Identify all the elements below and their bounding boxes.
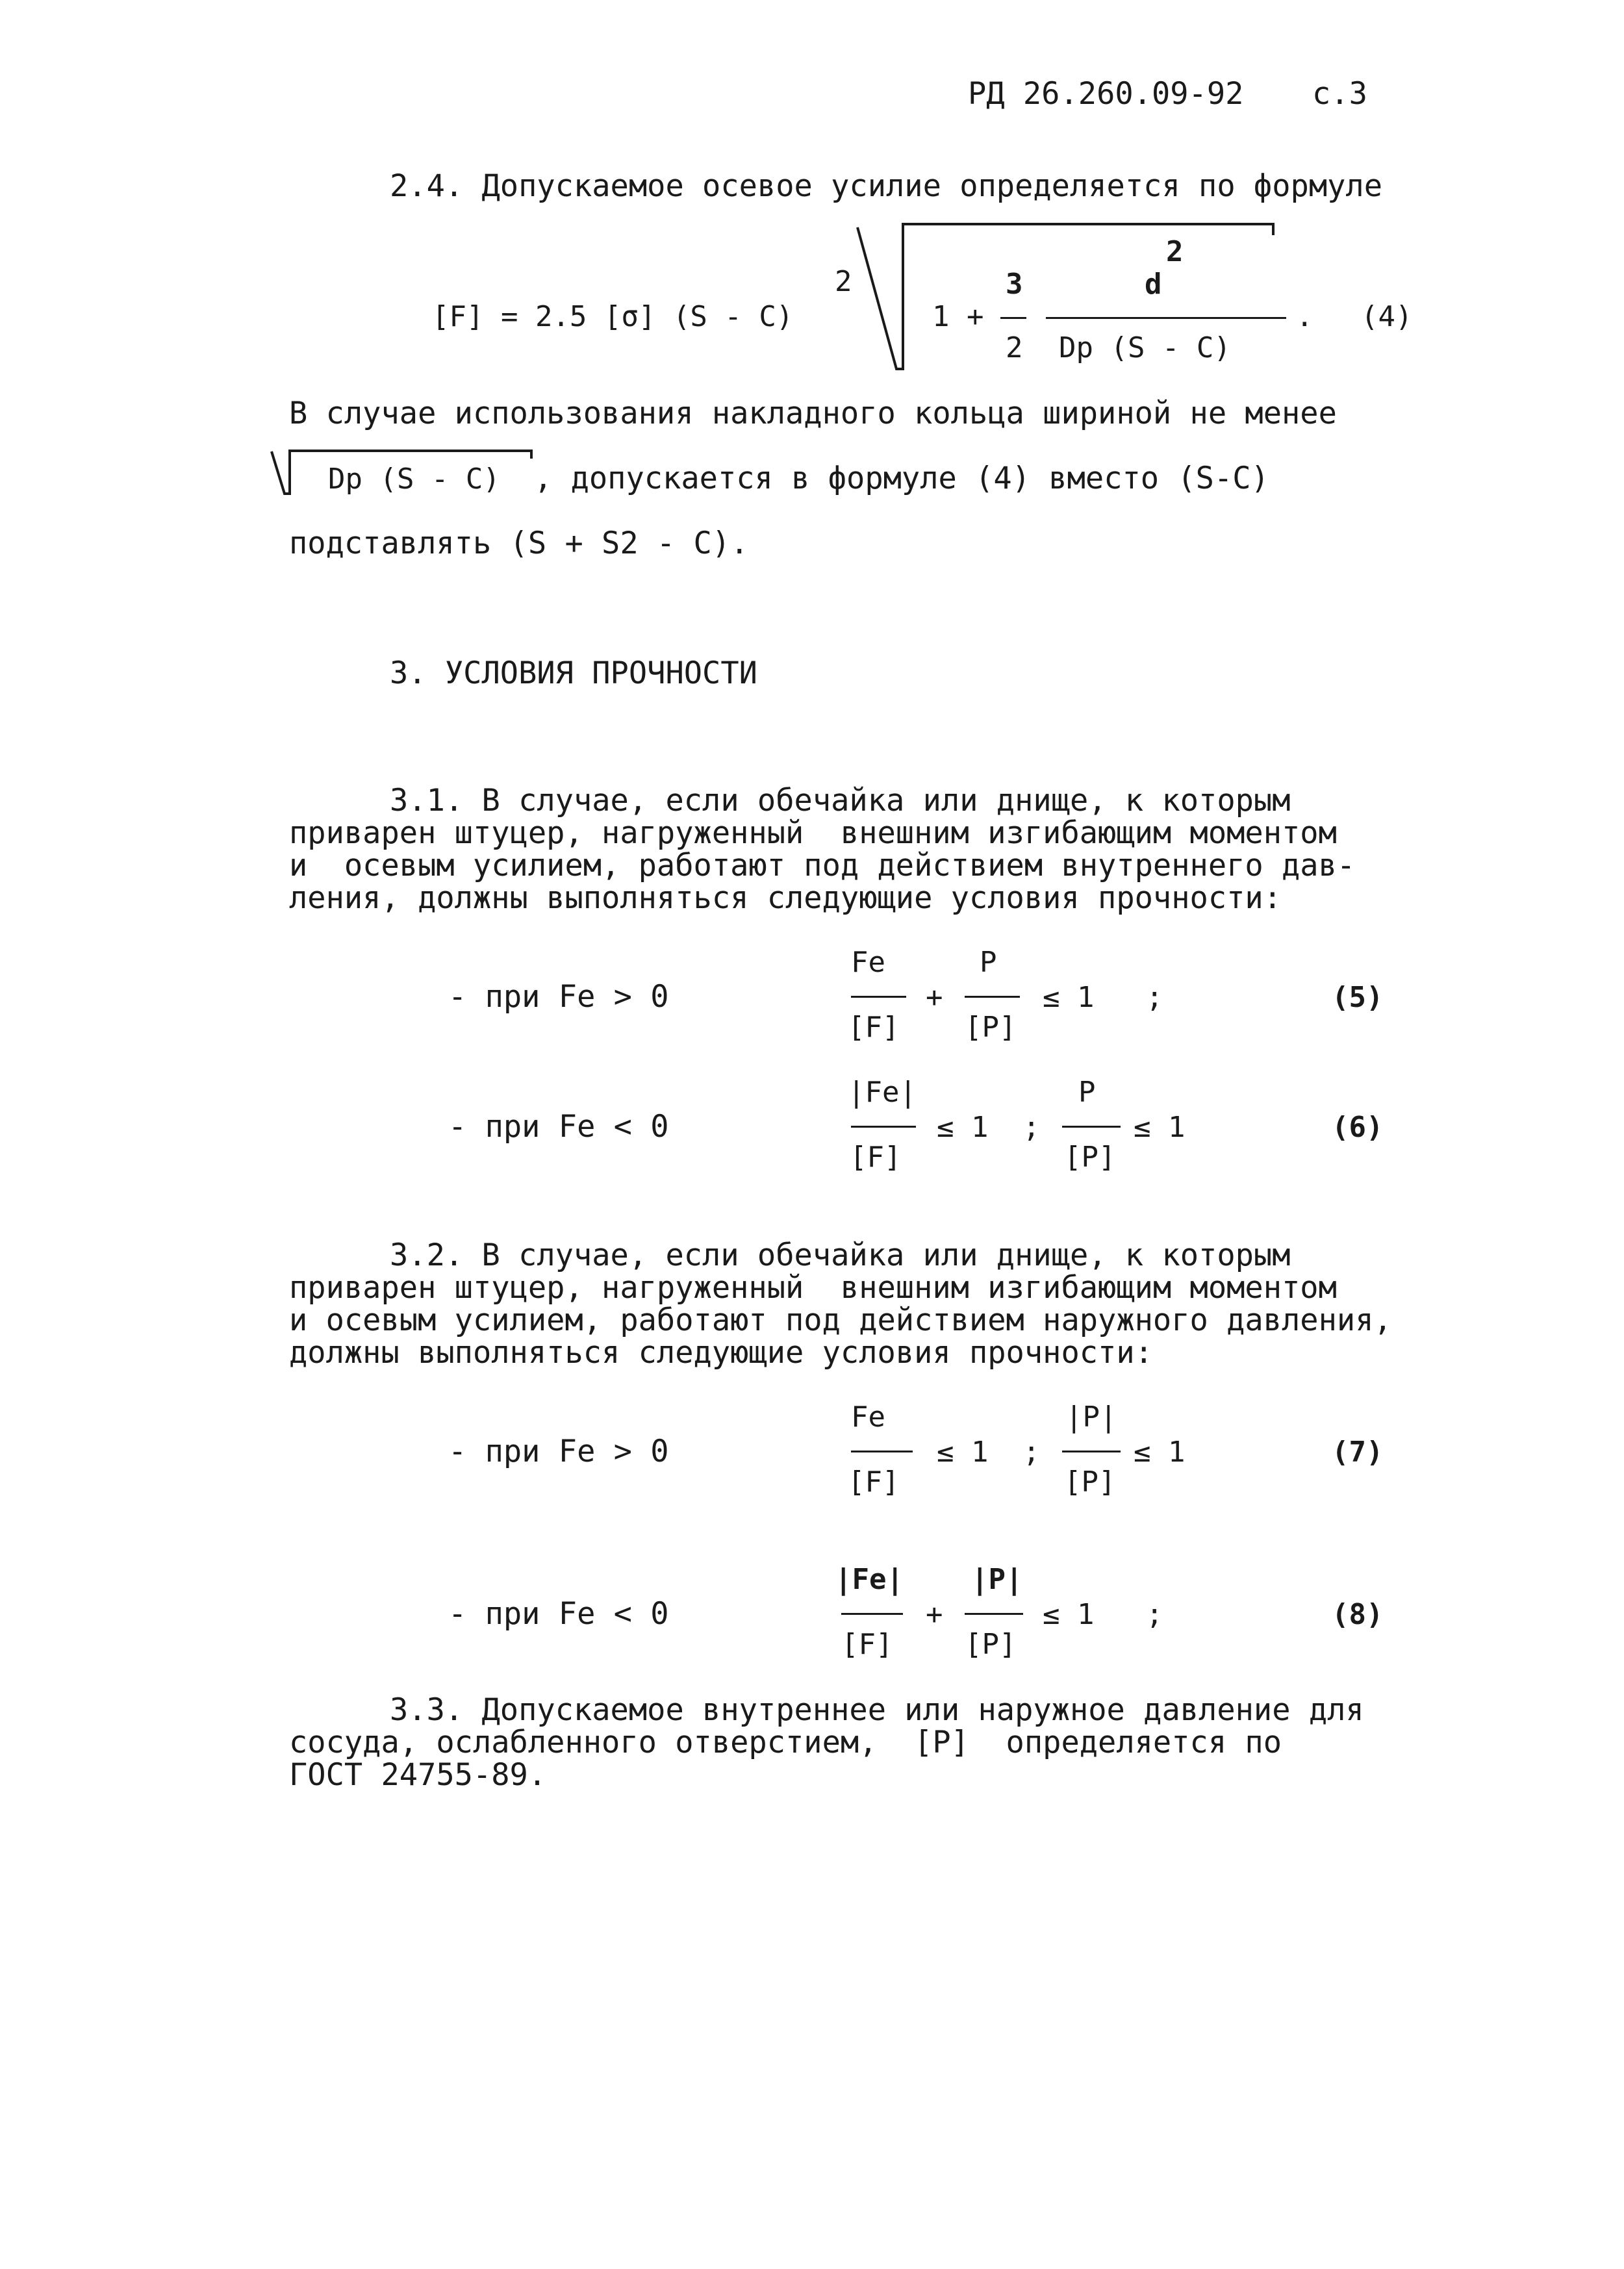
fraction-denominator: [F]: [850, 1141, 902, 1174]
equation-number: (7): [1332, 1436, 1384, 1469]
equation-number: (6): [1332, 1111, 1384, 1144]
formula-4-denominator: Dp (S - C): [1059, 331, 1231, 364]
page-number: с.3: [1312, 76, 1367, 112]
fraction-denominator: [P]: [965, 1011, 1017, 1044]
note-line-1: В случае использования накладного кольца шириной не менее: [289, 396, 1337, 431]
fraction-numerator: Fe: [851, 946, 885, 979]
equation-tail: ≤ 1 ;: [1043, 1598, 1163, 1631]
paragraph-line: 3.3. Допускаемое внутреннее или наружное давление для: [390, 1692, 1364, 1728]
paragraph-line: 3.1. В случае, если обечайка или днище, к которым: [390, 783, 1291, 818]
formula-4-dot: .: [1296, 300, 1313, 333]
note-sqrt-argument: Dp (S - C): [328, 463, 500, 496]
equation-mid: ≤ 1 ;: [937, 1111, 1040, 1144]
paragraph-line: и осевым усилием, работают под действием наружного давления,: [289, 1302, 1392, 1338]
fraction-numerator: |P|: [1065, 1401, 1117, 1434]
fraction-numerator: |Fe|: [848, 1076, 917, 1109]
document-code: РД 26.260.09-92: [968, 76, 1244, 112]
operator-plus: +: [926, 1598, 943, 1631]
formula-4-d: d: [1145, 268, 1162, 301]
equation-condition: - при Fe > 0: [448, 979, 669, 1015]
fraction-bar: [1062, 1451, 1121, 1452]
equation-number: (5): [1332, 981, 1384, 1014]
equation-tail: ≤ 1 ;: [1043, 981, 1163, 1014]
paragraph-line: ГОСТ 24755-89.: [289, 1757, 547, 1793]
paragraph-line: сосуда, ослабленного отверстием, [P] определяется по: [289, 1725, 1282, 1760]
fraction-denominator: [F]: [841, 1628, 893, 1661]
formula-4-frac-numerator: 3: [1006, 268, 1023, 301]
equation-number: (8): [1332, 1598, 1384, 1631]
fraction-bar: [965, 1613, 1023, 1615]
formula-4-frac-denominator: 2: [1006, 331, 1023, 364]
fraction-bar: [1000, 317, 1026, 319]
fraction-bar: [851, 1126, 916, 1128]
paragraph-line: 3.2. В случае, если обечайка или днище, к которым: [390, 1237, 1291, 1273]
fraction-denominator: [F]: [848, 1011, 900, 1044]
paragraph-line: и осевым усилием, работают под действием внутреннего дав-: [289, 848, 1356, 883]
operator-plus: +: [926, 981, 943, 1014]
fraction-bar: [1046, 317, 1286, 319]
equation-condition: - при Fe < 0: [448, 1109, 669, 1145]
paragraph-line: приварен штуцер, нагруженный внешним изгибающим моментом: [289, 1270, 1337, 1306]
fraction-numerator: P: [980, 946, 997, 979]
fraction-numerator: |Fe|: [835, 1563, 904, 1596]
fraction-denominator: [P]: [1064, 1465, 1116, 1499]
fraction-numerator: |P|: [971, 1563, 1023, 1596]
equation-tail: ≤ 1: [1134, 1436, 1186, 1469]
fraction-bar: [965, 996, 1020, 998]
fraction-denominator: [F]: [848, 1465, 900, 1499]
formula-4-one-plus: 1 +: [932, 300, 984, 333]
fraction-numerator: P: [1078, 1076, 1096, 1109]
formula-4-number: (4): [1361, 300, 1413, 333]
fraction-bar: [1062, 1126, 1121, 1128]
paragraph-line: должны выполняться следующие условия прочности:: [289, 1335, 1153, 1371]
note-line-3: подставлять (S + S2 - C).: [289, 526, 749, 561]
formula-4-lhs: [F] = 2.5 [σ] (S - C): [432, 300, 794, 333]
section-3-title: 3. УСЛОВИЯ ПРОЧНОСТИ: [390, 655, 757, 691]
formula-4-d-exponent: 2: [1166, 235, 1184, 268]
formula-4-exponent: 2: [835, 265, 852, 298]
fraction-bar: [851, 996, 906, 998]
fraction-bar: [841, 1613, 903, 1615]
equation-mid: ≤ 1 ;: [937, 1436, 1040, 1469]
paragraph-line: ления, должны выполняться следующие условия прочности:: [289, 880, 1282, 916]
equation-condition: - при Fe < 0: [448, 1596, 669, 1632]
fraction-bar: [851, 1451, 913, 1452]
paragraph-2-4-intro: 2.4. Допускаемое осевое усилие определяется по формуле: [390, 168, 1383, 204]
fraction-numerator: Fe: [851, 1401, 885, 1434]
fraction-denominator: [P]: [965, 1628, 1017, 1661]
equation-condition: - при Fe > 0: [448, 1434, 669, 1469]
paragraph-line: приварен штуцер, нагруженный внешним изгибающим моментом: [289, 815, 1337, 851]
note-line-2: , допускается в формуле (4) вместо (S-C): [534, 461, 1269, 496]
fraction-denominator: [P]: [1064, 1141, 1116, 1174]
equation-tail: ≤ 1: [1134, 1111, 1186, 1144]
